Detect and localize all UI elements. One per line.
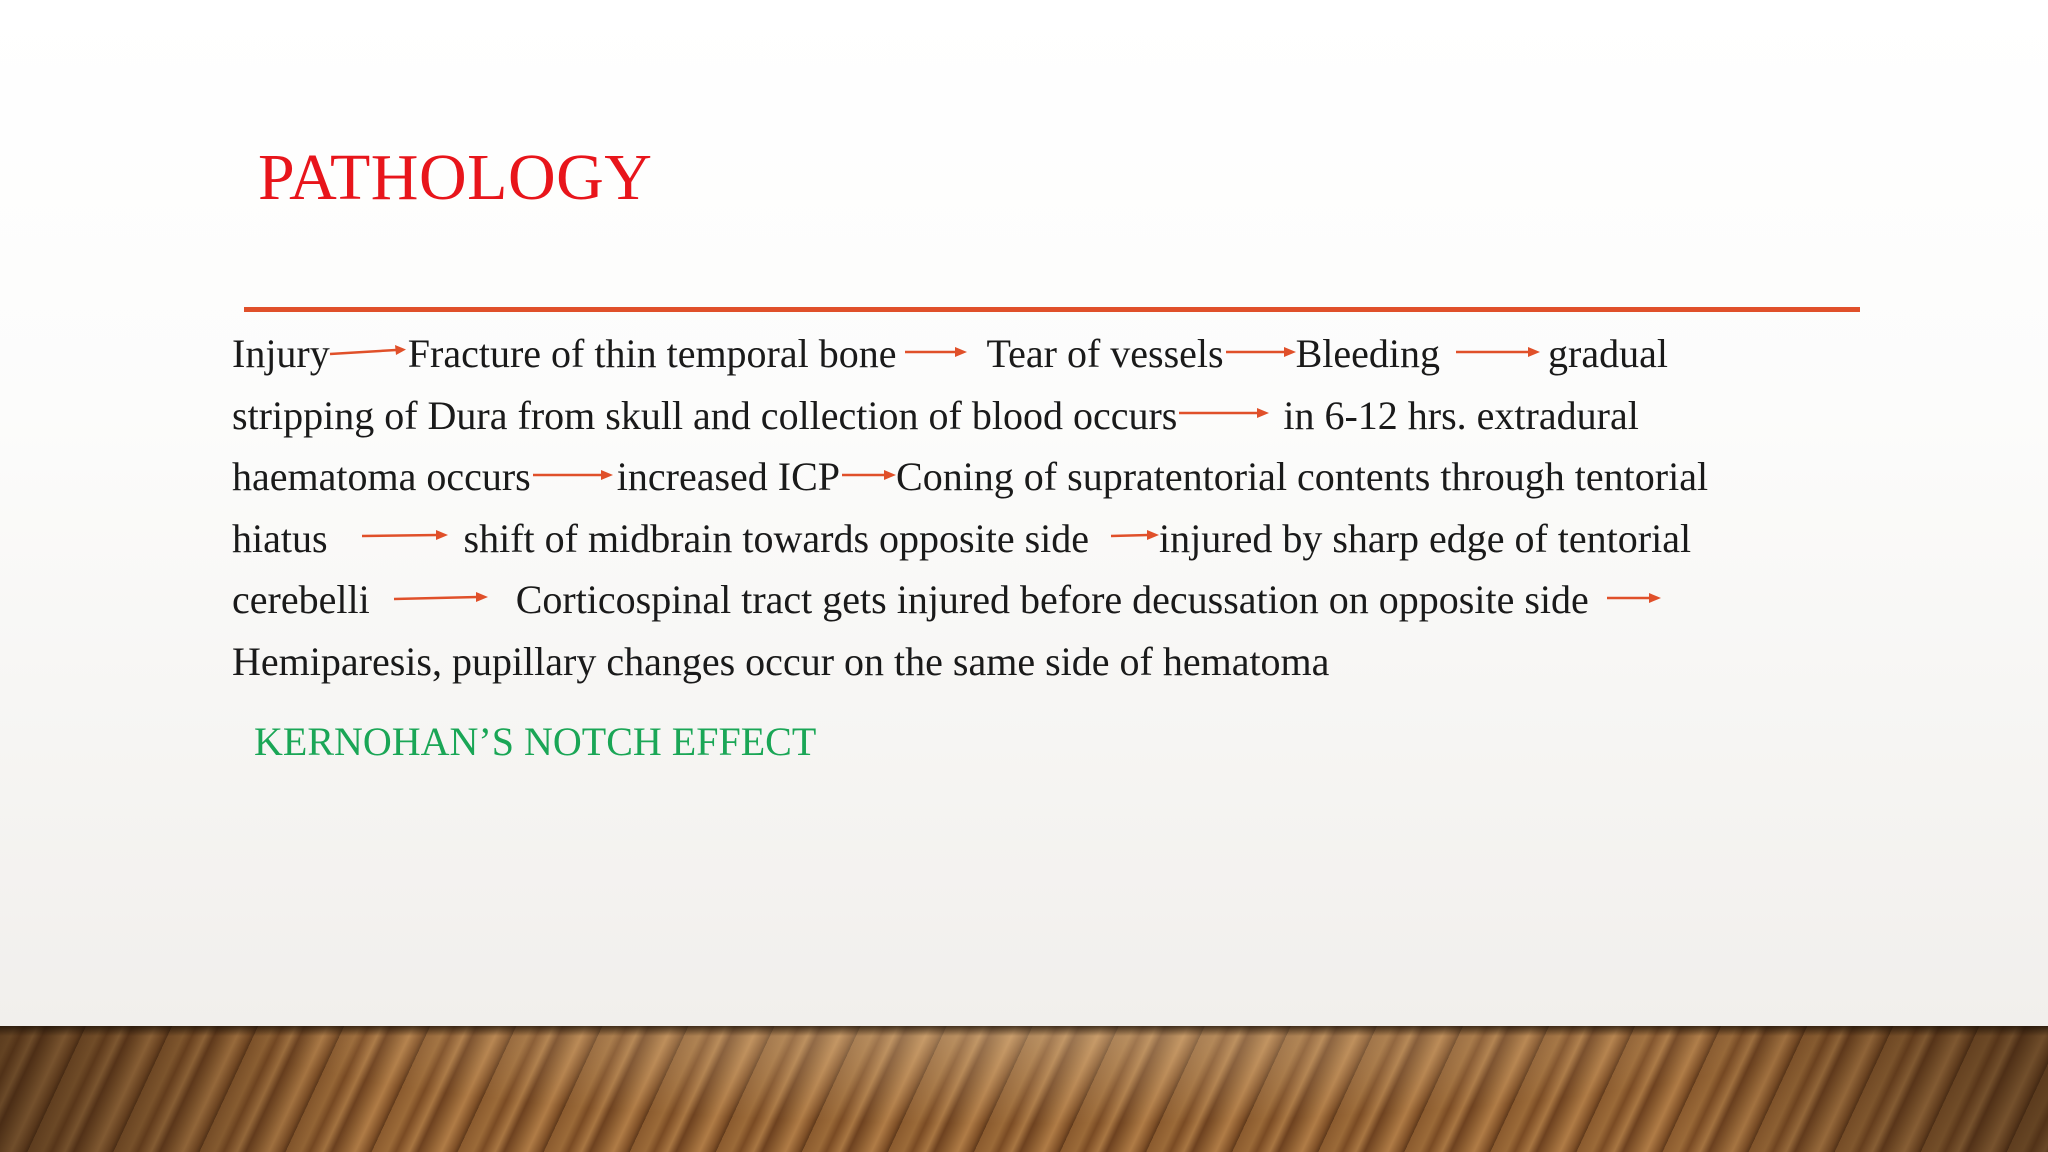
slide-title: PATHOLOGY [258,141,653,214]
flow-step-hemiparesis: Hemiparesis, pupillary changes occur on the same side of hematoma [232,638,1330,684]
flow-step-corticospinal-tract: Corticospinal tract gets injured before decussation on opposite side [515,577,1589,622]
flow-line-2 [232,385,1832,447]
right-arrow-icon [1179,406,1269,420]
flow-step-shift-of-midbrain: shift of midbrain towards opposite side [463,515,1090,561]
flow-step-cerebelli: cerebelli [232,577,370,622]
right-arrow-icon [1111,529,1159,543]
flow-step-stripping-of-dura: stripping of Dura from skull and collection of blood occurs [232,392,1178,438]
right-arrow-icon [905,345,967,359]
right-arrow-icon [533,468,613,482]
right-arrow-icon [1456,345,1540,359]
right-arrow-icon [362,529,448,543]
flow-step-fracture: Fracture of thin temporal bone [407,331,897,376]
flow-line-4 [232,508,1832,570]
right-arrow-icon [1226,345,1296,359]
flow-step-hiatus: hiatus [232,515,328,561]
flow-step-haematoma-occurs: haematoma occurs [232,454,531,499]
flow-step-coning: Coning of supratentorial contents through tentorial [896,454,1709,499]
flow-line-6 [232,631,1832,693]
flow-line-5 [232,569,1832,631]
flow-step-injury: Injury [232,331,330,376]
flow-step-injured-by-sharp-edge: injured by sharp edge of tentorial [1159,515,1692,561]
flow-step-tear-of-vessels: Tear of vessels [986,331,1224,376]
flow-step-bleeding: Bleeding [1295,331,1441,376]
right-arrow-icon [394,591,488,605]
right-arrow-icon [330,345,406,359]
kernohans-notch-heading: KERNOHAN’S NOTCH EFFECT [254,719,817,764]
flow-step-increased-icp: increased ICP [616,454,841,499]
flow-step-gradual: gradual [1548,331,1668,376]
pathology-flow-text [232,323,1832,692]
flow-line-1 [232,323,1832,385]
flow-line-3 [232,446,1832,508]
right-arrow-icon [842,468,896,482]
right-arrow-icon [1607,591,1661,605]
title-underline [244,307,1860,312]
wooden-floor-decoration [0,1026,2048,1152]
flow-step-extradural: in 6-12 hrs. extradural [1283,392,1639,438]
